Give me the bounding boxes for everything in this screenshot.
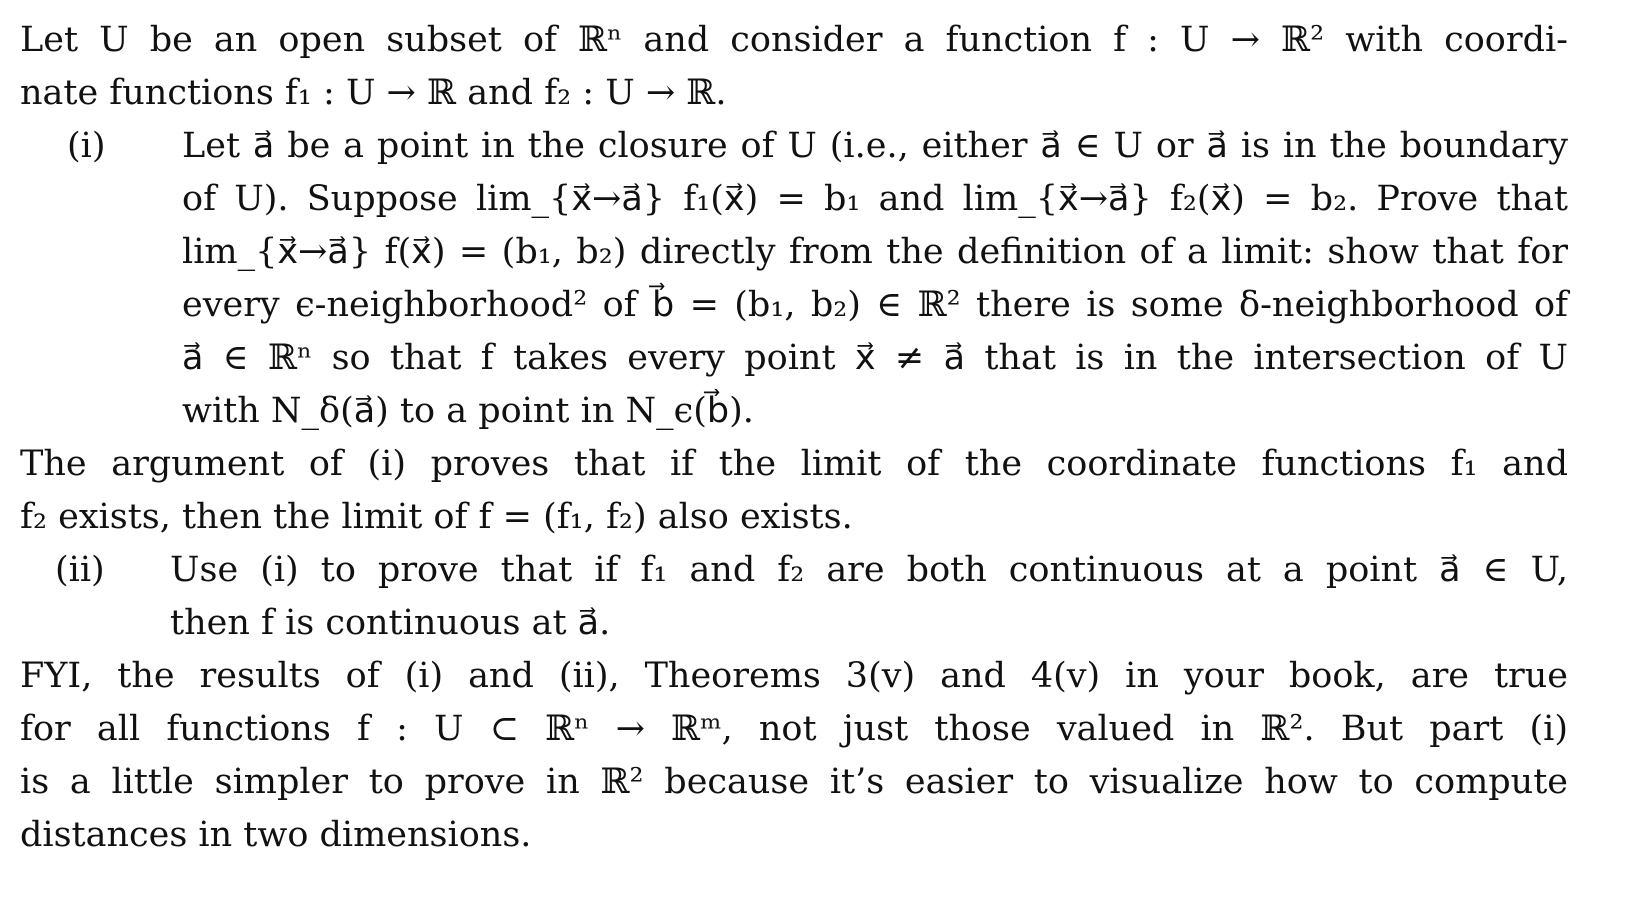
fyi-line-4: distances in two dimensions. — [20, 815, 532, 855]
problem-text — [20, 14, 1568, 862]
part-i-line-4: every ϵ-neighborhood² of b⃗ = (b₁, b₂) ∈ ℝ² there is some δ-neighborhood of — [182, 285, 1568, 325]
part-ii-line-2: then f is continuous at a⃗. — [170, 603, 611, 643]
middle-line-2: f₂ exists, then the limit of f = (f₁, f₂) also exists. — [20, 497, 853, 537]
middle-line-1: The argument of (i) proves that if the limit of the coordinate functions f₁ and — [20, 444, 1568, 484]
part-i-line-5: a⃗ ∈ ℝⁿ so that f takes every point x⃗ ≠ a⃗ that is in the intersection of U — [182, 338, 1568, 378]
part-i-first-line — [20, 120, 1568, 173]
intro-line-1: Let U be an open subset of ℝⁿ and consider a function f : U → ℝ² with coordi- — [20, 20, 1568, 60]
fyi-line-3: is a little simpler to prove in ℝ² because it’s easier to visualize how to compute — [20, 762, 1568, 802]
part-i-line-6: with N_δ(a⃗) to a point in N_ϵ(b⃗). — [182, 391, 754, 431]
part-ii-label: (ii) — [55, 550, 105, 590]
part-ii-first-line — [20, 544, 1568, 597]
fyi-line-2: for all functions f : U ⊂ ℝⁿ → ℝᵐ, not just those valued in ℝ². But part (i) — [20, 709, 1568, 749]
part-i-line-2: of U). Suppose lim_{x⃗→a⃗} f₁(x⃗) = b₁ and lim_{x⃗→a⃗} f₂(x⃗) = b₂. Prove that — [182, 179, 1568, 219]
intro-line-2: nate functions f₁ : U → ℝ and f₂ : U → ℝ. — [20, 73, 727, 113]
part-i-line-3: lim_{x⃗→a⃗} f(x⃗) = (b₁, b₂) directly from the definition of a limit: show that for — [182, 232, 1568, 272]
fyi-line-1: FYI, the results of (i) and (ii), Theorems 3(v) and 4(v) in your book, are true — [20, 656, 1568, 696]
part-i-line-1: Let a⃗ be a point in the closure of U (i.e., either a⃗ ∈ U or a⃗ is in the boundary — [182, 126, 1568, 166]
part-ii-line-1: Use (i) to prove that if f₁ and f₂ are both continuous at a point a⃗ ∈ U, — [170, 550, 1568, 590]
part-i-label: (i) — [67, 126, 106, 166]
